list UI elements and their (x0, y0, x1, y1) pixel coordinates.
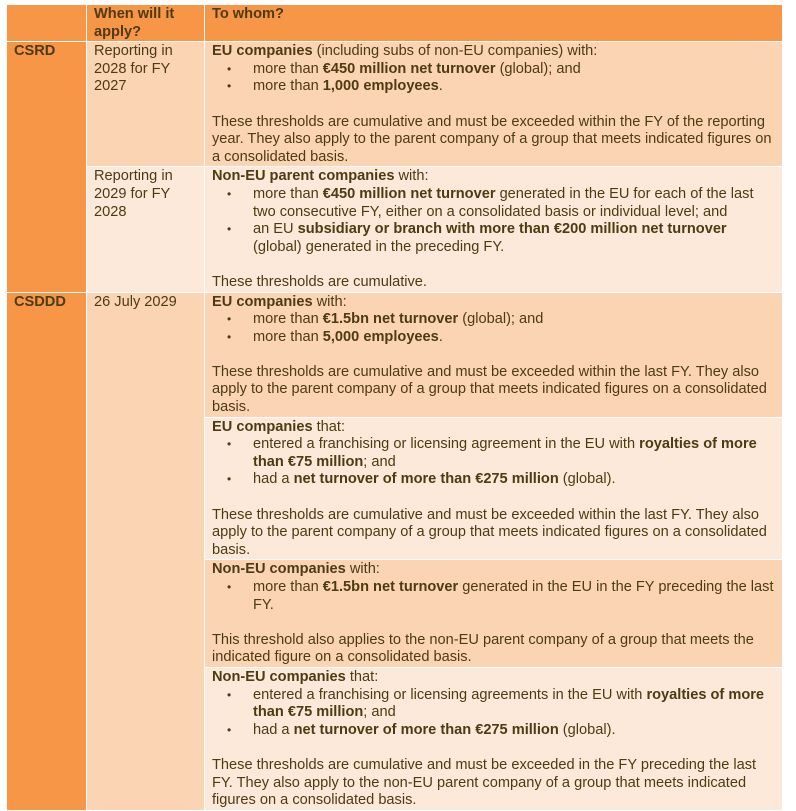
threshold-note: This threshold also applies to the non-EU parent company of a group that meets the indicated figure on a consolidated basis. (212, 631, 754, 666)
list-item: • more than €1.5bn net turnover generated in the EU in the FY preceding the last FY. (253, 579, 774, 614)
list-item: • more than 1,000 employees. (253, 78, 774, 96)
regulation-label-csddd: CSDDD (7, 292, 87, 810)
criteria-list (212, 687, 774, 740)
threshold-note: These thresholds are cumulative. (212, 273, 427, 290)
criteria-list (212, 61, 774, 96)
to-whom-cell (205, 292, 783, 417)
threshold-note: These thresholds are cumulative and must be exceeded within the FY of the reporting year. They also apply to the parent company of a group that meets indicated figures on a consolidated basis. (212, 113, 772, 165)
header-regulation (7, 5, 87, 42)
list-item: • had a net turnover of more than €275 million (global). (253, 722, 774, 740)
header-when: When will it apply? (87, 5, 205, 42)
intro: Non-EU parent companies with: (212, 168, 429, 185)
list-item: • more than €450 million net turnover generated in the EU for each of the last two consecutive FY, either on a consolidated basis or individual level; and (253, 186, 774, 221)
table-row (7, 42, 783, 167)
list-item: • had a net turnover of more than €275 million (global). (253, 471, 774, 489)
applicability-table (6, 4, 783, 811)
criteria-list (212, 311, 774, 346)
list-item: • entered a franchising or licensing agreement in the EU with royalties of more than €75 million; and (253, 436, 774, 471)
threshold-note: These thresholds are cumulative and must be exceeded within the last FY. They also apply to the parent company of a group that meets indicated figures on a consolidated basis. (212, 506, 767, 558)
header-row (7, 5, 783, 42)
intro: Non-EU companies with: (212, 561, 380, 578)
intro: EU companies that: (212, 418, 346, 435)
list-item: • entered a franchising or licensing agreements in the EU with royalties of more than €75 million; and (253, 687, 774, 722)
to-whom-cell (205, 42, 783, 167)
header-to-whom: To whom? (205, 5, 783, 42)
table-row (7, 167, 783, 292)
to-whom-cell (205, 560, 783, 668)
when-cell: 26 July 2029 (87, 292, 205, 810)
to-whom-cell (205, 667, 783, 810)
intro: Non-EU companies that: (212, 668, 379, 685)
when-cell: Reporting in 2029 for FY 2028 (87, 167, 205, 292)
list-item: • more than €450 million net turnover (global); and (253, 61, 774, 79)
when-cell: Reporting in 2028 for FY 2027 (87, 42, 205, 167)
table-row (7, 292, 783, 417)
intro: EU companies (including subs of non-EU companies) with: (212, 43, 598, 60)
criteria-list (212, 579, 774, 614)
to-whom-cell (205, 167, 783, 292)
list-item: • an EU subsidiary or branch with more than €200 million net turnover (global) generated in the preceding FY. (253, 221, 774, 256)
list-item: • more than 5,000 employees. (253, 329, 774, 347)
criteria-list (212, 436, 774, 489)
criteria-list (212, 186, 774, 256)
threshold-note: These thresholds are cumulative and must be exceeded in the FY preceding the last FY. They also apply to the non-EU parent company of a group that meets indicated figures on a consolidated basis. (212, 756, 757, 809)
to-whom-cell (205, 417, 783, 560)
intro: EU companies with: (212, 293, 347, 310)
threshold-note: These thresholds are cumulative and must be exceeded within the last FY. They also apply to the parent company of a group that meets indicated figures on a consolidated basis. (212, 363, 767, 416)
list-item: • more than €1.5bn net turnover (global); and (253, 311, 774, 329)
regulation-label-csrd: CSRD (7, 42, 87, 292)
